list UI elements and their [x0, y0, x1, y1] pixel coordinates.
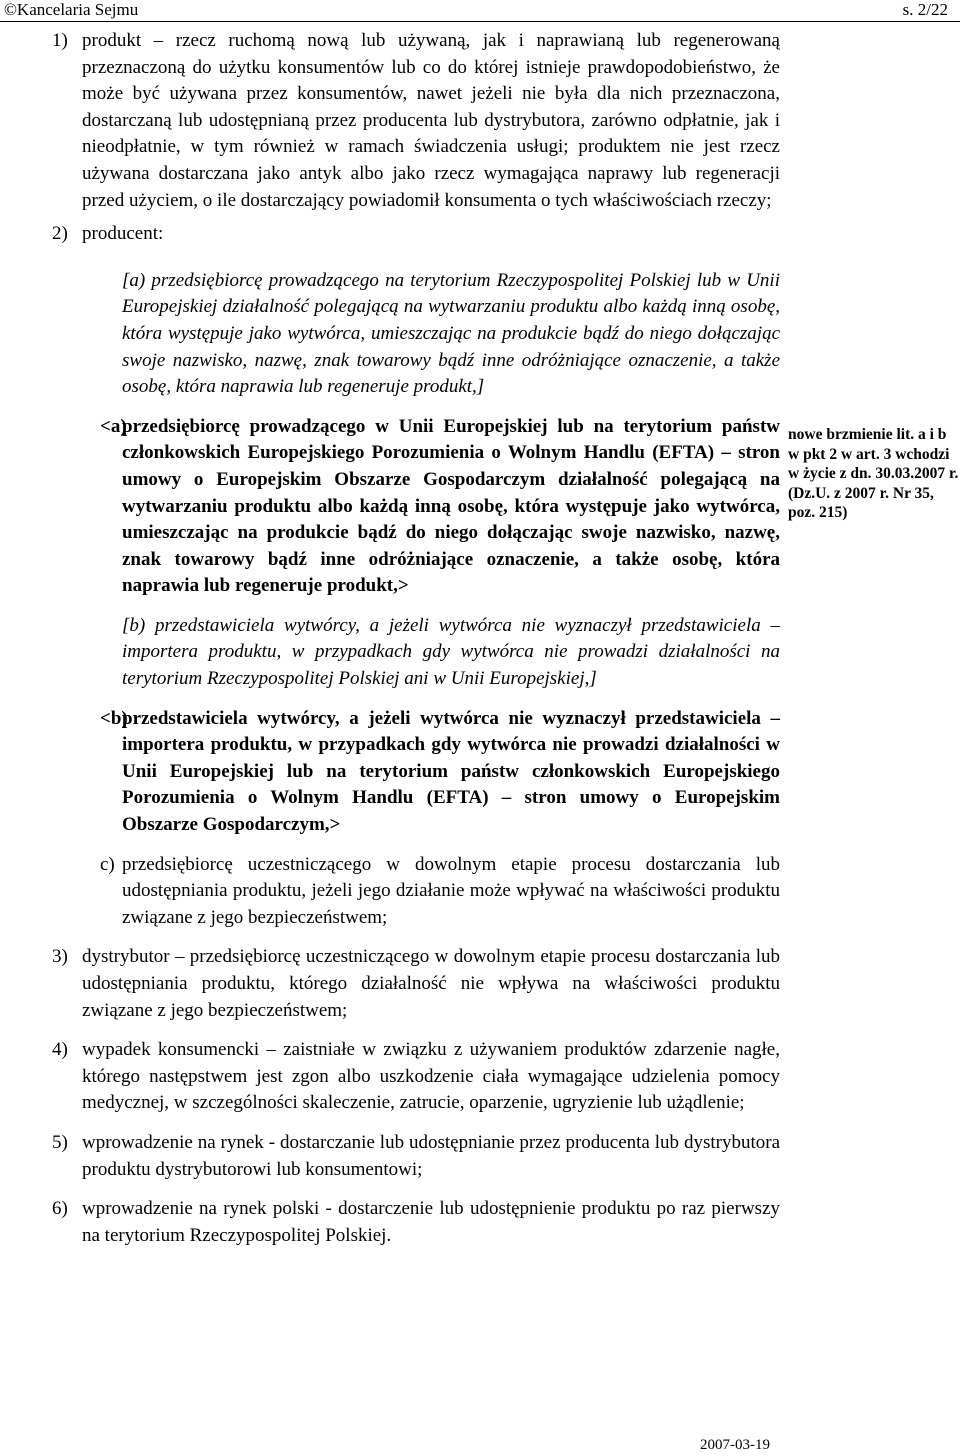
list-item-4 [52, 1037, 780, 1117]
item-text: [a) przedsiębiorcę prowadzącego na terytorium Rzeczypospolitej Polskiej lub w Unii Europejskiej działalność polegającą na wytwarzaniu produktu albo każdą inną osobę, która występuje jako wytwórca, umieszczając na produkcie bądź do niego dołączając swoje nazwisko, nazwę, znak towarowy bądź inne odróżniające oznaczenie, a także osobę, która naprawia lub regeneruje produkt,] [122, 269, 780, 398]
item-number: 4) [52, 1039, 68, 1061]
item-text: przedsiębiorcę uczestniczącego w dowolnym etapie procesu dostarczania lub udostępniania produktu, jeżeli jego działanie może wpływać na właściwości produktu związane z jego bezpieczeństwem; [122, 853, 780, 928]
list-item-6 [52, 1196, 780, 1249]
list-item-2 [52, 221, 780, 248]
item-text: przedsiębiorcę prowadzącego w Unii Europejskiej lub na terytorium państw członkowskich Europejskiego Porozumienia o Wolnym Handlu (EFTA) – stron umowy o Europejskim Obszarze Gospodarczym działalność polegającą na wytwarzaniu produktu albo każdą inną osobę, która występuje jako wytwórca, umieszczając na produkcie bądź do niego dołączając swoje nazwisko, nazwę, znak towarowy bądź inne odróżniające oznaczenie, a także osobę, która naprawia lub regeneruje produkt,> [122, 415, 780, 597]
item-text: producent: [82, 223, 164, 245]
footer-date: 2007-03-19 [700, 1437, 770, 1453]
item-number: c) [100, 853, 115, 875]
list-item-2a-new [52, 414, 780, 600]
item-text: wypadek konsumencki – zaistniałe w związku z używaniem produktów zdarzenie nagłe, którego następstwem jest zgon albo uszkodzenie ciała wymagające udzielenia pomocy medycznej, w szczególności skaleczenie, zatrucie, oparzenie, ugryzienie lub użądlenie; [82, 1039, 780, 1114]
list-item-2b-new [52, 706, 780, 839]
margin-note: nowe brzmienie lit. a i b w pkt 2 w art. 3 wchodzi w życie z dn. 30.03.2007 r. (Dz.U. z 2007 r. Nr 35, poz. 215) [788, 426, 959, 521]
page-number: s. 2/22 [902, 0, 948, 19]
item-text: wprowadzenie na rynek - dostarczanie lub udostępnianie przez producenta lub dystrybutora produktu dystrybutorowi lub konsumentowi; [82, 1131, 780, 1180]
item-number: 5) [52, 1131, 68, 1153]
item-number: 3) [52, 946, 68, 968]
item-number: <b) [100, 707, 128, 729]
header-copyright: ©Kancelaria Sejmu [4, 0, 139, 19]
list-item-2b-old [52, 613, 780, 693]
item-text: [b) przedstawiciela wytwórcy, a jeżeli wytwórca nie wyznaczył przedstawiciela – importera produktu, w przypadkach gdy wytwórca nie prowadzi działalności na terytorium Rzeczypospolitej Polskiej ani w Unii Europejskiej,] [122, 614, 780, 690]
list-item-1 [52, 28, 780, 214]
item-number: 1) [52, 30, 68, 51]
item-number: 2) [52, 223, 68, 245]
header-divider [0, 21, 960, 22]
item-text: przedstawiciela wytwórcy, a jeżeli wytwórca nie wyznaczył przedstawiciela – importera produktu, w przypadkach gdy wytwórca nie prowadzi działalności w Unii Europejskiej lub na terytorium państw członkowskich Europejskiego Porozumienia o Wolnym Handlu (EFTA) – stron umowy o Europejskim Obszarze Gospodarczym,> [122, 707, 780, 836]
item-text: wprowadzenie na rynek polski - dostarczenie lub udostępnienie produktu po raz pierwszy na terytorium Rzeczypospolitej Polskiej. [82, 1198, 780, 1246]
item-number: 6) [52, 1198, 68, 1220]
list-item-3 [52, 944, 780, 1024]
list-item-5 [52, 1130, 780, 1183]
list-item-2a-old [52, 268, 780, 401]
item-number: <a) [100, 415, 127, 437]
list-item-2c [52, 852, 780, 932]
document-body [52, 28, 780, 1249]
item-text: produkt – rzecz ruchomą nową lub używaną, jak i naprawianą lub regenerowaną przeznaczoną do użytku konsumentów lub co do której istnieje prawdopodobieństwo, że może być używana przez konsumentów, nawet jeżeli nie była dla nich przeznaczona, dostarczaną lub udostępnianą przez producenta lub dystrybutora, zarówno odpłatnie, jak i nieodpłatnie, w tym również w ramach świadczenia usługi; produktem nie jest rzecz używana dostarczana jako antyk albo jako rzecz wymagająca naprawy lub regeneracji przed użyciem, o ile dostarczający powiadomił konsumenta o tych właściwościach rzeczy; [82, 30, 780, 211]
item-text: dystrybutor – przedsiębiorcę uczestniczącego w dowolnym etapie procesu dostarczania lub udostępniania produktu, którego działalność nie wpływa na właściwości produktu związane z jego bezpieczeństwem; [82, 946, 780, 1021]
